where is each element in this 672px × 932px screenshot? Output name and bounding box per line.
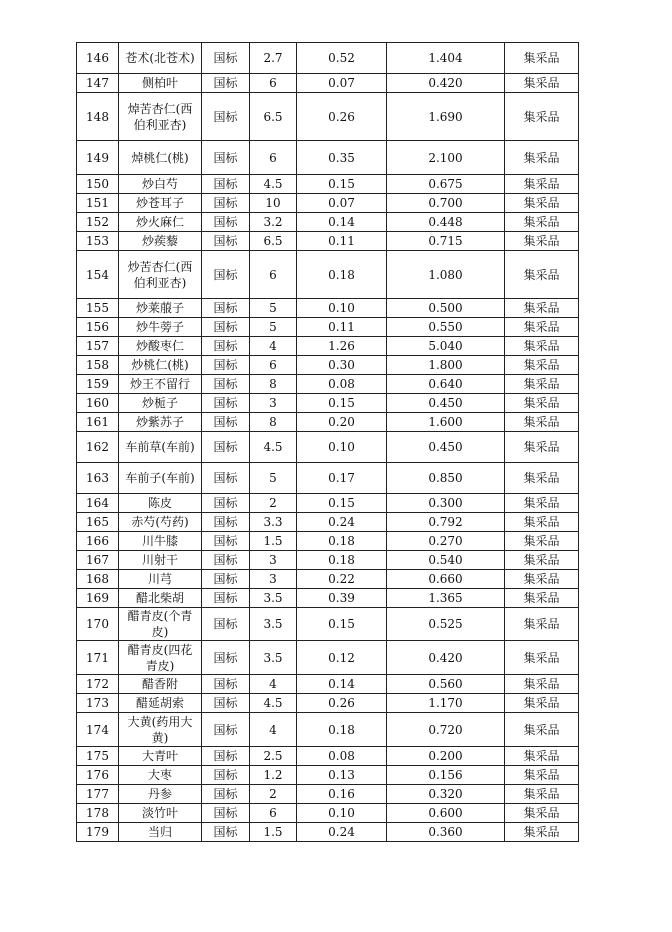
table-row	[77, 747, 579, 766]
row-number-cell: 176	[77, 766, 119, 785]
row-number-cell: 170	[77, 608, 119, 641]
row-number-cell: 151	[77, 194, 119, 213]
amount-cell: 0.360	[387, 823, 505, 842]
standard-cell: 国标	[202, 804, 250, 823]
standard-cell: 国标	[202, 785, 250, 804]
quantity-cell: 4	[250, 337, 297, 356]
category-cell: 集采品	[505, 641, 579, 675]
row-number-cell: 153	[77, 232, 119, 251]
row-number-cell: 175	[77, 747, 119, 766]
unit-price-cell: 0.39	[297, 589, 387, 608]
herb-name-cell: 车前草(车前)	[119, 432, 202, 463]
unit-price-cell: 1.26	[297, 337, 387, 356]
table-row	[77, 251, 579, 299]
table-row	[77, 551, 579, 570]
category-cell: 集采品	[505, 299, 579, 318]
row-number-cell: 171	[77, 641, 119, 675]
table-row	[77, 641, 579, 675]
category-cell: 集采品	[505, 43, 579, 74]
table-row	[77, 463, 579, 494]
table-row	[77, 74, 579, 93]
unit-price-cell: 0.20	[297, 413, 387, 432]
herb-name-cell: 炒蒺藜	[119, 232, 202, 251]
quantity-cell: 5	[250, 463, 297, 494]
standard-cell: 国标	[202, 356, 250, 375]
herb-name-cell: 当归	[119, 823, 202, 842]
row-number-cell: 168	[77, 570, 119, 589]
table-row	[77, 570, 579, 589]
standard-cell: 国标	[202, 641, 250, 675]
standard-cell: 国标	[202, 337, 250, 356]
quantity-cell: 6	[250, 74, 297, 93]
herb-name-cell: 赤芍(芍药)	[119, 513, 202, 532]
table-row	[77, 93, 579, 141]
quantity-cell: 3.5	[250, 589, 297, 608]
table-row	[77, 175, 579, 194]
row-number-cell: 155	[77, 299, 119, 318]
category-cell: 集采品	[505, 463, 579, 494]
quantity-cell: 4.5	[250, 432, 297, 463]
row-number-cell: 172	[77, 675, 119, 694]
category-cell: 集采品	[505, 589, 579, 608]
herb-name-cell: 炒酸枣仁	[119, 337, 202, 356]
table-row	[77, 675, 579, 694]
amount-cell: 0.525	[387, 608, 505, 641]
table-row	[77, 141, 579, 175]
quantity-cell: 2	[250, 785, 297, 804]
row-number-cell: 147	[77, 74, 119, 93]
unit-price-cell: 0.11	[297, 232, 387, 251]
herb-name-cell: 焯桃仁(桃)	[119, 141, 202, 175]
amount-cell: 0.156	[387, 766, 505, 785]
quantity-cell: 1.5	[250, 532, 297, 551]
standard-cell: 国标	[202, 694, 250, 713]
category-cell: 集采品	[505, 394, 579, 413]
category-cell: 集采品	[505, 713, 579, 747]
category-cell: 集采品	[505, 608, 579, 641]
quantity-cell: 6.5	[250, 93, 297, 141]
herb-name-cell: 车前子(车前)	[119, 463, 202, 494]
unit-price-cell: 0.15	[297, 494, 387, 513]
herb-name-cell: 苍术(北苍术)	[119, 43, 202, 74]
amount-cell: 0.675	[387, 175, 505, 194]
standard-cell: 国标	[202, 251, 250, 299]
standard-cell: 国标	[202, 823, 250, 842]
table-row	[77, 232, 579, 251]
quantity-cell: 6	[250, 251, 297, 299]
amount-cell: 0.700	[387, 194, 505, 213]
standard-cell: 国标	[202, 675, 250, 694]
quantity-cell: 2.5	[250, 747, 297, 766]
amount-cell: 0.660	[387, 570, 505, 589]
herb-name-cell: 炒桃仁(桃)	[119, 356, 202, 375]
herb-name-cell: 川牛膝	[119, 532, 202, 551]
amount-cell: 0.640	[387, 375, 505, 394]
quantity-cell: 3	[250, 570, 297, 589]
unit-price-cell: 0.11	[297, 318, 387, 337]
herb-name-cell: 炒白芍	[119, 175, 202, 194]
unit-price-cell: 0.18	[297, 532, 387, 551]
category-cell: 集采品	[505, 413, 579, 432]
standard-cell: 国标	[202, 375, 250, 394]
row-number-cell: 161	[77, 413, 119, 432]
standard-cell: 国标	[202, 532, 250, 551]
table-row	[77, 608, 579, 641]
quantity-cell: 3.3	[250, 513, 297, 532]
herb-name-cell: 川芎	[119, 570, 202, 589]
amount-cell: 0.300	[387, 494, 505, 513]
herb-name-cell: 川射干	[119, 551, 202, 570]
amount-cell: 0.500	[387, 299, 505, 318]
category-cell: 集采品	[505, 375, 579, 394]
unit-price-cell: 0.17	[297, 463, 387, 494]
herb-name-cell: 炒莱菔子	[119, 299, 202, 318]
herb-name-cell: 醋青皮(四花青皮)	[119, 641, 202, 675]
amount-cell: 0.560	[387, 675, 505, 694]
row-number-cell: 156	[77, 318, 119, 337]
unit-price-cell: 0.15	[297, 175, 387, 194]
table-row	[77, 532, 579, 551]
amount-cell: 1.365	[387, 589, 505, 608]
unit-price-cell: 0.18	[297, 251, 387, 299]
unit-price-cell: 0.24	[297, 513, 387, 532]
amount-cell: 1.404	[387, 43, 505, 74]
standard-cell: 国标	[202, 141, 250, 175]
quantity-cell: 1.2	[250, 766, 297, 785]
amount-cell: 1.600	[387, 413, 505, 432]
herb-name-cell: 炒苍耳子	[119, 194, 202, 213]
category-cell: 集采品	[505, 570, 579, 589]
unit-price-cell: 0.12	[297, 641, 387, 675]
amount-cell: 0.720	[387, 713, 505, 747]
amount-cell: 0.420	[387, 74, 505, 93]
row-number-cell: 169	[77, 589, 119, 608]
standard-cell: 国标	[202, 570, 250, 589]
row-number-cell: 148	[77, 93, 119, 141]
table-row	[77, 432, 579, 463]
herb-name-cell: 炒牛蒡子	[119, 318, 202, 337]
herb-name-cell: 炒苦杏仁(西伯利亚杏)	[119, 251, 202, 299]
unit-price-cell: 0.16	[297, 785, 387, 804]
table-row	[77, 337, 579, 356]
category-cell: 集采品	[505, 194, 579, 213]
amount-cell: 0.792	[387, 513, 505, 532]
herb-name-cell: 醋青皮(个青皮)	[119, 608, 202, 641]
standard-cell: 国标	[202, 494, 250, 513]
unit-price-cell: 0.07	[297, 194, 387, 213]
quantity-cell: 6	[250, 804, 297, 823]
quantity-cell: 3	[250, 394, 297, 413]
amount-cell: 1.690	[387, 93, 505, 141]
table-row	[77, 804, 579, 823]
unit-price-cell: 0.52	[297, 43, 387, 74]
quantity-cell: 2	[250, 494, 297, 513]
herb-name-cell: 炒紫苏子	[119, 413, 202, 432]
amount-cell: 0.420	[387, 641, 505, 675]
herb-name-cell: 炒火麻仁	[119, 213, 202, 232]
category-cell: 集采品	[505, 747, 579, 766]
table-row	[77, 318, 579, 337]
herb-name-cell: 醋北柴胡	[119, 589, 202, 608]
herb-name-cell: 醋延胡索	[119, 694, 202, 713]
unit-price-cell: 0.18	[297, 551, 387, 570]
standard-cell: 国标	[202, 747, 250, 766]
unit-price-cell: 0.10	[297, 432, 387, 463]
category-cell: 集采品	[505, 232, 579, 251]
herb-name-cell: 淡竹叶	[119, 804, 202, 823]
herb-name-cell: 侧柏叶	[119, 74, 202, 93]
row-number-cell: 177	[77, 785, 119, 804]
row-number-cell: 173	[77, 694, 119, 713]
quantity-cell: 1.5	[250, 823, 297, 842]
row-number-cell: 146	[77, 43, 119, 74]
row-number-cell: 154	[77, 251, 119, 299]
unit-price-cell: 0.13	[297, 766, 387, 785]
quantity-cell: 6	[250, 141, 297, 175]
category-cell: 集采品	[505, 318, 579, 337]
quantity-cell: 3.5	[250, 608, 297, 641]
standard-cell: 国标	[202, 318, 250, 337]
standard-cell: 国标	[202, 43, 250, 74]
quantity-cell: 5	[250, 299, 297, 318]
category-cell: 集采品	[505, 694, 579, 713]
row-number-cell: 157	[77, 337, 119, 356]
row-number-cell: 160	[77, 394, 119, 413]
herb-name-cell: 焯苦杏仁(西伯利亚杏)	[119, 93, 202, 141]
quantity-cell: 3	[250, 551, 297, 570]
table-row	[77, 785, 579, 804]
quantity-cell: 4.5	[250, 175, 297, 194]
standard-cell: 国标	[202, 74, 250, 93]
standard-cell: 国标	[202, 766, 250, 785]
unit-price-cell: 0.35	[297, 141, 387, 175]
table-row	[77, 213, 579, 232]
row-number-cell: 150	[77, 175, 119, 194]
amount-cell: 0.850	[387, 463, 505, 494]
quantity-cell: 3.5	[250, 641, 297, 675]
amount-cell: 0.450	[387, 394, 505, 413]
category-cell: 集采品	[505, 551, 579, 570]
category-cell: 集采品	[505, 175, 579, 194]
standard-cell: 国标	[202, 175, 250, 194]
herb-name-cell: 大青叶	[119, 747, 202, 766]
unit-price-cell: 0.22	[297, 570, 387, 589]
standard-cell: 国标	[202, 213, 250, 232]
category-cell: 集采品	[505, 213, 579, 232]
quantity-cell: 6	[250, 356, 297, 375]
amount-cell: 0.320	[387, 785, 505, 804]
row-number-cell: 162	[77, 432, 119, 463]
quantity-cell: 4	[250, 675, 297, 694]
unit-price-cell: 0.08	[297, 747, 387, 766]
category-cell: 集采品	[505, 74, 579, 93]
category-cell: 集采品	[505, 93, 579, 141]
row-number-cell: 167	[77, 551, 119, 570]
amount-cell: 0.600	[387, 804, 505, 823]
unit-price-cell: 0.07	[297, 74, 387, 93]
row-number-cell: 163	[77, 463, 119, 494]
standard-cell: 国标	[202, 93, 250, 141]
unit-price-cell: 0.18	[297, 713, 387, 747]
amount-cell: 0.540	[387, 551, 505, 570]
quantity-cell: 3.2	[250, 213, 297, 232]
herb-name-cell: 炒栀子	[119, 394, 202, 413]
quantity-cell: 8	[250, 413, 297, 432]
category-cell: 集采品	[505, 766, 579, 785]
category-cell: 集采品	[505, 251, 579, 299]
table-row	[77, 356, 579, 375]
row-number-cell: 149	[77, 141, 119, 175]
category-cell: 集采品	[505, 675, 579, 694]
amount-cell: 0.550	[387, 318, 505, 337]
amount-cell: 0.715	[387, 232, 505, 251]
amount-cell: 1.800	[387, 356, 505, 375]
amount-cell: 0.450	[387, 432, 505, 463]
table-row	[77, 194, 579, 213]
table-row	[77, 375, 579, 394]
standard-cell: 国标	[202, 513, 250, 532]
row-number-cell: 179	[77, 823, 119, 842]
row-number-cell: 158	[77, 356, 119, 375]
standard-cell: 国标	[202, 432, 250, 463]
standard-cell: 国标	[202, 589, 250, 608]
amount-cell: 0.270	[387, 532, 505, 551]
amount-cell: 5.040	[387, 337, 505, 356]
unit-price-cell: 0.10	[297, 299, 387, 318]
unit-price-cell: 0.30	[297, 356, 387, 375]
category-cell: 集采品	[505, 513, 579, 532]
quantity-cell: 4.5	[250, 694, 297, 713]
category-cell: 集采品	[505, 337, 579, 356]
row-number-cell: 166	[77, 532, 119, 551]
quantity-cell: 4	[250, 713, 297, 747]
herb-name-cell: 陈皮	[119, 494, 202, 513]
category-cell: 集采品	[505, 804, 579, 823]
table-row	[77, 823, 579, 842]
amount-cell: 0.200	[387, 747, 505, 766]
table-row	[77, 694, 579, 713]
standard-cell: 国标	[202, 608, 250, 641]
category-cell: 集采品	[505, 823, 579, 842]
unit-price-cell: 0.10	[297, 804, 387, 823]
category-cell: 集采品	[505, 785, 579, 804]
standard-cell: 国标	[202, 194, 250, 213]
unit-price-cell: 0.08	[297, 375, 387, 394]
herb-name-cell: 丹参	[119, 785, 202, 804]
row-number-cell: 152	[77, 213, 119, 232]
quantity-cell: 6.5	[250, 232, 297, 251]
category-cell: 集采品	[505, 532, 579, 551]
row-number-cell: 165	[77, 513, 119, 532]
row-number-cell: 159	[77, 375, 119, 394]
amount-cell: 1.080	[387, 251, 505, 299]
quantity-cell: 2.7	[250, 43, 297, 74]
herb-name-cell: 醋香附	[119, 675, 202, 694]
unit-price-cell: 0.14	[297, 675, 387, 694]
table-row	[77, 299, 579, 318]
table-row	[77, 766, 579, 785]
table-row	[77, 43, 579, 74]
category-cell: 集采品	[505, 432, 579, 463]
unit-price-cell: 0.14	[297, 213, 387, 232]
herb-price-table	[76, 42, 579, 842]
table-row	[77, 413, 579, 432]
table-row	[77, 713, 579, 747]
standard-cell: 国标	[202, 299, 250, 318]
row-number-cell: 178	[77, 804, 119, 823]
unit-price-cell: 0.26	[297, 93, 387, 141]
category-cell: 集采品	[505, 141, 579, 175]
herb-name-cell: 炒王不留行	[119, 375, 202, 394]
amount-cell: 2.100	[387, 141, 505, 175]
table-row	[77, 589, 579, 608]
herb-name-cell: 大黄(药用大黄)	[119, 713, 202, 747]
category-cell: 集采品	[505, 356, 579, 375]
quantity-cell: 8	[250, 375, 297, 394]
amount-cell: 1.170	[387, 694, 505, 713]
standard-cell: 国标	[202, 413, 250, 432]
standard-cell: 国标	[202, 551, 250, 570]
amount-cell: 0.448	[387, 213, 505, 232]
unit-price-cell: 0.24	[297, 823, 387, 842]
row-number-cell: 174	[77, 713, 119, 747]
unit-price-cell: 0.15	[297, 608, 387, 641]
table-row	[77, 494, 579, 513]
table-row	[77, 513, 579, 532]
standard-cell: 国标	[202, 713, 250, 747]
table-row	[77, 394, 579, 413]
standard-cell: 国标	[202, 463, 250, 494]
standard-cell: 国标	[202, 394, 250, 413]
standard-cell: 国标	[202, 232, 250, 251]
category-cell: 集采品	[505, 494, 579, 513]
herb-name-cell: 大枣	[119, 766, 202, 785]
unit-price-cell: 0.15	[297, 394, 387, 413]
quantity-cell: 5	[250, 318, 297, 337]
unit-price-cell: 0.26	[297, 694, 387, 713]
row-number-cell: 164	[77, 494, 119, 513]
quantity-cell: 10	[250, 194, 297, 213]
